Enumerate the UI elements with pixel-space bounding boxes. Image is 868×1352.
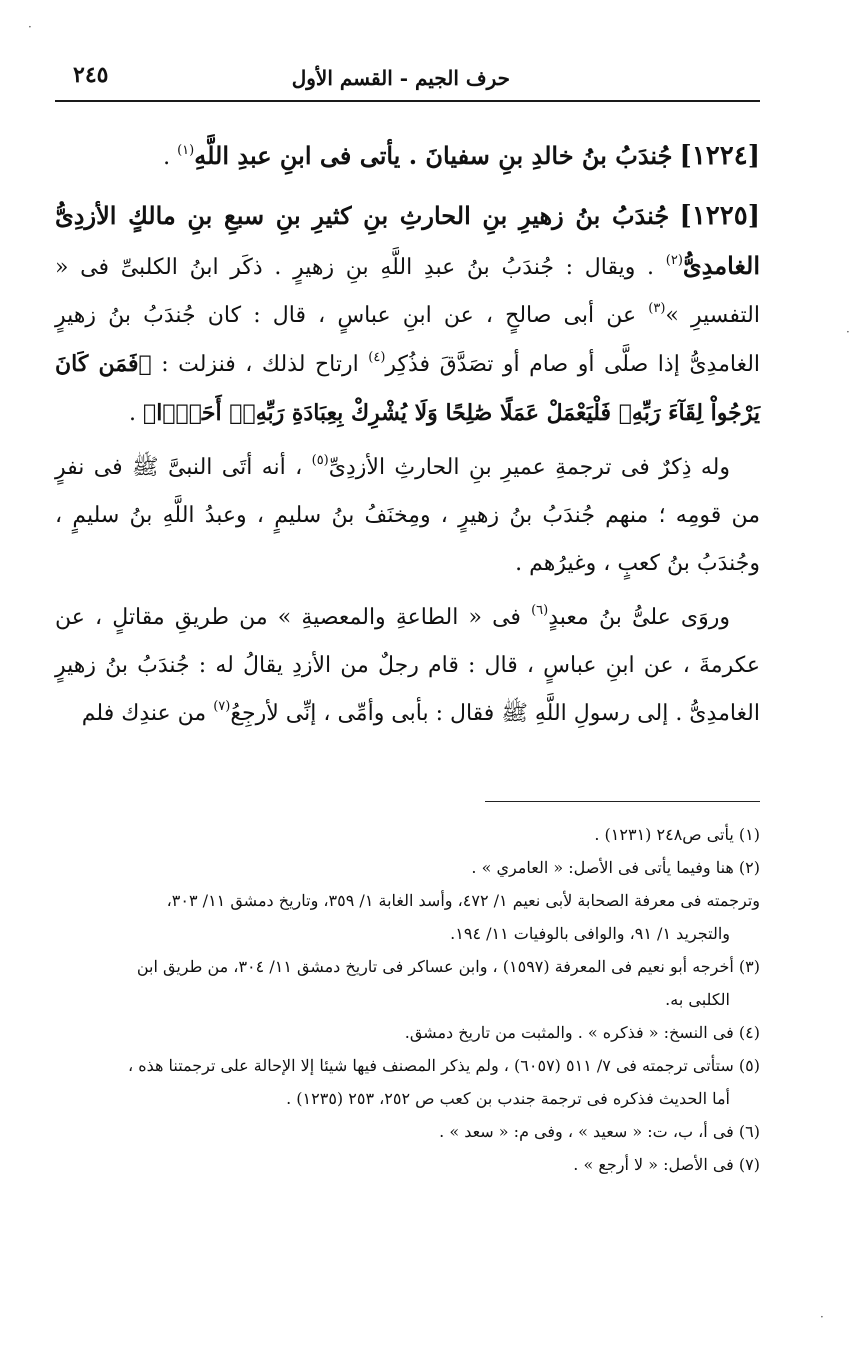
footnote-6: (٦) فى أ، ب، ت: « سعيد » ، وفى م: « سعد » . <box>439 1122 760 1141</box>
entry-number: [١٢٢٥] <box>679 201 761 231</box>
entry-heading: جُندَبُ بنُ زهيرِ بنِ الحارثِ بنِ كثيرِ بنِ سبعِ بنِ مالكٍ الأزدِىُّ الغامدِىُّ <box>55 201 760 280</box>
footnote-marker[interactable]: (٧) <box>213 698 231 714</box>
footnote-4: (٤) فى النسخ: « فذكره » . والمثبت من تاريخ دمشق. <box>404 1023 760 1042</box>
footnote-marker[interactable]: (٢) <box>665 252 683 268</box>
margin-speck: · <box>28 20 32 34</box>
paragraph-text: عن أبى صالحٍ ، عن ابنِ عباسٍ ، قال : كان جُندَبُ بنُ زهيرٍ الغامدِىُّ إذا صلَّى أو صام أو تصَدَّقَ فذُكِر <box>55 303 761 377</box>
footnote-divider <box>485 801 760 802</box>
footnote-1: (١) يأتى ص٢٤٨ (١٢٣١) . <box>594 825 760 844</box>
footnote-marker[interactable]: (٤) <box>368 349 386 365</box>
footnote-marker[interactable]: (١) <box>177 142 195 158</box>
entry-1225 <box>55 192 760 438</box>
footnote-2: (٢) هنا وفيما يأتى فى الأصل: « العامري » . <box>471 858 760 877</box>
paragraph-text: من عندِك فلم <box>81 701 207 726</box>
paragraph-text: ارتاح لذلك ، فنزلت : <box>161 352 359 377</box>
paragraph-text: وروَى علىُّ بنُ معبدٍ <box>548 605 730 630</box>
entry-heading: جُندَبُ بنُ خالدِ بنِ سفيانَ . يأتى فى ابنِ عبدِ اللَّهِ <box>194 141 673 170</box>
paragraph-text: ، أنه أتَى النبىَّ ﷺ فى نفرٍ من قومِه ؛ منهم جُندَبُ بنُ زهيرٍ ، ومِخنَفُ بنُ سليمٍ ، وعبدُ اللَّهِ بنُ سليمٍ ، وجُندَبُ بنُ كعبٍ ، وغيرُهم . <box>55 455 760 576</box>
page-header <box>55 60 760 102</box>
footnote-marker[interactable]: (٥) <box>311 452 329 468</box>
paragraph-omayr <box>55 444 760 588</box>
footnote-marker[interactable]: (٦) <box>531 602 549 618</box>
footnote-5: (٥) ستأتى ترجمته فى ٧/ ٥١١ (٦٠٥٧) ، ولم يذكر المصنف فيها شيئا إلا الإحالة على ترجمتنا هذه ، <box>127 1056 760 1075</box>
footnote-3: (٣) أخرجه أبو نعيم فى المعرفة (١٥٩٧) ، وابن عساكر فى تاريخ دمشق ١١/ ٣٠٤، من طريق ابن <box>136 957 760 976</box>
quran-verse: ﴿فَمَن كَانَ يَرْجُواْ لِقَآءَ رَبِّهِۦ فَلْيَعْمَلْ عَمَلًا صَٰلِحًا وَلَا يُشْرِكْ بِعِبَادَةِ رَبِّهِۦٓ أَحَدًۢا﴾ <box>55 351 760 426</box>
margin-speck: · <box>846 325 850 339</box>
footnote-2-bio-cont: والتجريد ١/ ٩١، والوافى بالوفيات ١١/ ١٩٤. <box>450 924 730 943</box>
paragraph-text: . ويقال : جُندَبُ بنُ عبدِ اللَّهِ بنِ زهيرٍ . ذكَر ابنُ الكلبىِّ فى « التفسيرِ » <box>55 255 760 328</box>
margin-speck: · <box>820 1310 824 1324</box>
main-text <box>55 132 760 744</box>
running-title: حرف الجيم - القسم الأول <box>291 66 510 90</box>
paragraph-end: . <box>129 401 143 426</box>
entry-heading-end: . <box>163 145 178 170</box>
footnote-marker[interactable]: (٣) <box>648 300 666 316</box>
footnotes <box>55 818 760 1181</box>
paragraph-text: فى « الطاعةِ والمعصيةِ » من طريقِ مقاتلٍ ، عن عكرمةَ ، عن ابنِ عباسٍ ، قال : قام رجلٌ من الأزدِ يقالُ له : جُندَبُ بنُ زهيرٍ الغامدِىُّ . إلى رسولِ اللَّهِ ﷺ فقال : بأبى وأمِّى ، إنِّى لأرجِعُ <box>55 605 760 726</box>
footnote-5-cont: أما الحديث فذكره فى ترجمة جندب بن كعب ص ٢٥٢، ٢٥٣ (١٢٣٥) . <box>286 1089 730 1108</box>
footnote-7: (٧) فى الأصل: « لا أرجع » . <box>573 1155 760 1174</box>
footnote-3-cont: الكلبى به. <box>665 990 730 1009</box>
paragraph-ali-ibn-mabad <box>55 594 760 738</box>
page-number: ٢٤٥ <box>73 62 109 88</box>
entry-1224 <box>55 132 760 182</box>
paragraph-text: وله ذِكرٌ فى ترجمةِ عميرِ بنِ الحارثِ الأزدِىِّ <box>328 455 730 480</box>
entry-number: [١٢٢٤] <box>679 141 760 171</box>
footnote-2-bio: وترجمته فى معرفة الصحابة لأبى نعيم ١/ ٤٧٢، وأسد الغابة ١/ ٣٥٩، وتاريخ دمشق ١١/ ٣٠٣، <box>166 891 760 910</box>
